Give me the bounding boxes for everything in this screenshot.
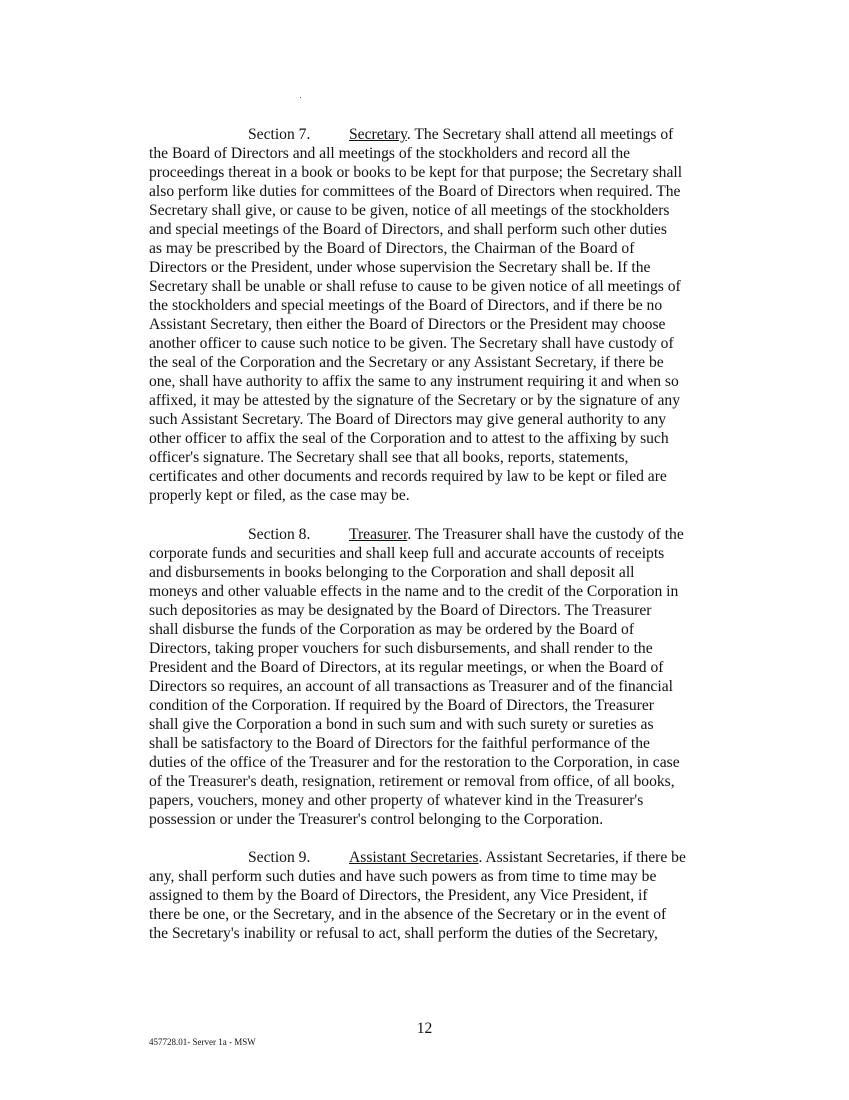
- section-7-line: and special meetings of the Board of Directors, and shall perform such other duties: [149, 221, 667, 238]
- section-8-line: and disbursements in books belonging to the Corporation and shall deposit all: [149, 564, 635, 581]
- section-7-line: the stockholders and special meetings of the Board of Directors, and if there be no: [149, 297, 663, 314]
- section-8-line: of the Treasurer's death, resignation, retirement or removal from office, of all books,: [149, 773, 675, 790]
- section-8-line: President and the Board of Directors, at its regular meetings, or when the Board of: [149, 659, 664, 676]
- section-9-line: assigned to them by the Board of Directors, the President, any Vice President, if: [149, 887, 648, 904]
- section-8-first-line: [248, 525, 684, 544]
- section-9-number: Section 9.: [248, 849, 311, 866]
- section-7-line: Assistant Secretary, then either the Board of Directors or the President may choose: [149, 316, 666, 333]
- section-7-line: officer's signature. The Secretary shall see that all books, reports, statements,: [149, 449, 629, 466]
- section-8-first-line-text: . The Treasurer shall have the custody of the: [407, 526, 684, 543]
- section-7-first-line-text: . The Secretary shall attend all meetings of: [406, 126, 674, 143]
- section-7-line: such Assistant Secretary. The Board of Directors may give general authority to any: [149, 411, 667, 428]
- section-8-line: shall give the Corporation a bond in such sum and with such surety or sureties as: [149, 716, 654, 733]
- section-8-line: corporate funds and securities and shall keep full and accurate accounts of receipts: [149, 545, 665, 562]
- section-7-line: as may be prescribed by the Board of Directors, the Chairman of the Board of: [149, 240, 635, 257]
- section-7-line: Secretary shall be unable or shall refuse to cause to be given notice of all meetings of: [149, 278, 681, 295]
- section-9-heading: Assistant Secretaries: [349, 849, 479, 866]
- section-7-number: Section 7.: [248, 126, 311, 143]
- section-7-heading: Secretary: [349, 126, 407, 143]
- section-7-first-line: [248, 125, 673, 144]
- section-7-line: another officer to cause such notice to be given. The Secretary shall have custody of: [149, 335, 674, 352]
- section-9-line: any, shall perform such duties and have such powers as from time to time may be: [149, 868, 657, 885]
- section-8-line: condition of the Corporation. If required by the Board of Directors, the Treasurer: [149, 697, 654, 714]
- section-7-line: Directors or the President, under whose supervision the Secretary shall be. If the: [149, 259, 651, 276]
- section-7-line: other officer to affix the seal of the Corporation and to attest to the affixing by such: [149, 430, 669, 447]
- section-7-line: also perform like duties for committees of the Board of Directors when required. The: [149, 183, 681, 200]
- section-8-line: Directors so requires, an account of all transactions as Treasurer and of the financial: [149, 678, 673, 695]
- section-8-line: shall disburse the funds of the Corporation as may be ordered by the Board of: [149, 621, 635, 638]
- section-7-line: properly kept or filed, as the case may be.: [149, 487, 410, 504]
- section-8-heading: Treasurer: [349, 526, 408, 543]
- section-8-line: duties of the office of the Treasurer and for the restoration to the Corporation, in case: [149, 754, 680, 771]
- section-8-line: possession or under the Treasurer's control belonging to the Corporation.: [149, 811, 604, 828]
- stray-mark: [300, 97, 301, 98]
- section-8-line: papers, vouchers, money and other property of whatever kind in the Treasurer's: [149, 792, 644, 809]
- section-7-line: affixed, it may be attested by the signature of the Secretary or by the signature of any: [149, 392, 681, 409]
- document-id: 457728.01- Server 1a - MSW: [149, 1037, 256, 1047]
- section-9-first-line-text: . Assistant Secretaries, if there be: [478, 849, 686, 866]
- section-7-line: one, shall have authority to affix the same to any instrument requiring it and when so: [149, 373, 679, 390]
- page-number: 12: [416, 1020, 433, 1037]
- section-8-line: shall be satisfactory to the Board of Directors for the faithful performance of the: [149, 735, 650, 752]
- section-7-line: the seal of the Corporation and the Secretary or any Assistant Secretary, if there be: [149, 354, 664, 371]
- section-8-line: Directors, taking proper vouchers for such disbursements, and shall render to the: [149, 640, 653, 657]
- section-7-line: certificates and other documents and records required by law to be kept or filed are: [149, 468, 667, 485]
- section-7-line: Secretary shall give, or cause to be given, notice of all meetings of the stockholders: [149, 202, 670, 219]
- section-8-number: Section 8.: [248, 526, 311, 543]
- section-8-line: moneys and other valuable effects in the name and to the credit of the Corporation in: [149, 583, 679, 600]
- section-9-first-line: [248, 848, 686, 867]
- section-9-line: there be one, or the Secretary, and in the absence of the Secretary or in the event of: [149, 906, 667, 923]
- section-7-line: proceedings thereat in a book or books to be kept for that purpose; the Secretary shall: [149, 164, 683, 181]
- section-7-line: the Board of Directors and all meetings of the stockholders and record all the: [149, 145, 631, 162]
- section-8-line: such depositories as may be designated by the Board of Directors. The Treasurer: [149, 602, 652, 619]
- section-9-line: the Secretary's inability or refusal to act, shall perform the duties of the Secretary,: [149, 925, 658, 942]
